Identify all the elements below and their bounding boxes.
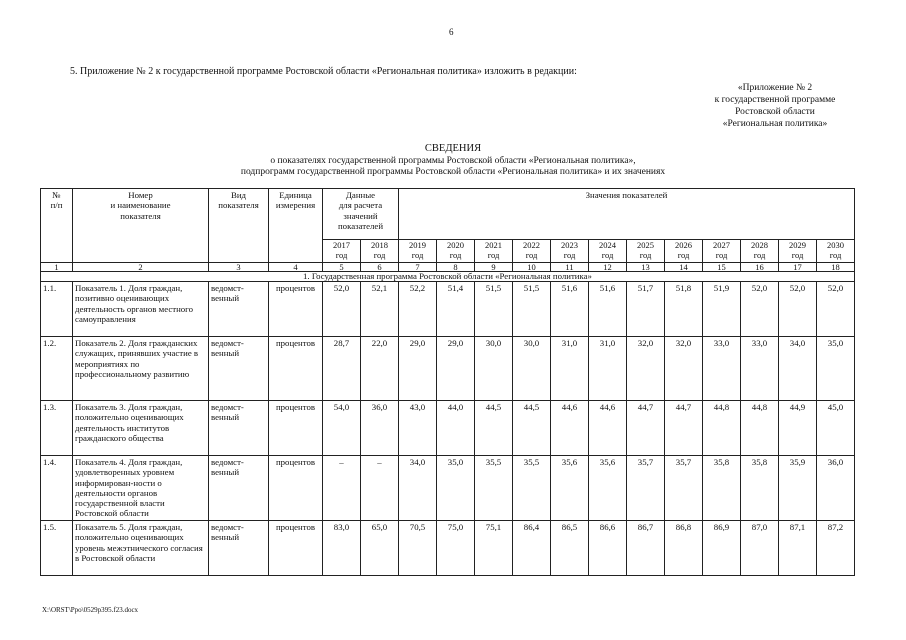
column-number: 2 bbox=[73, 263, 209, 272]
column-number: 1 bbox=[41, 263, 73, 272]
value-cell: 35,7 bbox=[627, 456, 665, 521]
value-cell: 44,7 bbox=[665, 401, 703, 456]
header-num: № п/п bbox=[41, 189, 73, 263]
value-cell: 86,4 bbox=[513, 521, 551, 576]
value-cell: 29,0 bbox=[437, 337, 475, 401]
value-cell: 86,8 bbox=[665, 521, 703, 576]
value-cell: 51,6 bbox=[589, 282, 627, 337]
indicator-type: ведомст- венный bbox=[209, 282, 269, 337]
value-cell: 51,5 bbox=[513, 282, 551, 337]
value-cell: 35,6 bbox=[589, 456, 627, 521]
document-title: СВЕДЕНИЯ bbox=[424, 143, 482, 154]
column-number: 14 bbox=[665, 263, 703, 272]
header-values: Значения показателей bbox=[399, 189, 855, 240]
file-path-footer: X:\ORST\Ppo\0529p395.f23.docx bbox=[42, 606, 139, 614]
value-cell: 30,0 bbox=[513, 337, 551, 401]
value-cell: 86,6 bbox=[589, 521, 627, 576]
year-header: 2029 год bbox=[779, 240, 817, 263]
value-cell: 29,0 bbox=[399, 337, 437, 401]
value-cell: 52,2 bbox=[399, 282, 437, 337]
indicator-name: Показатель 3. Доля граждан, положительно оценивающих деятельность институтов гражданского общества bbox=[73, 401, 209, 456]
value-cell: 52,0 bbox=[779, 282, 817, 337]
value-cell: 44,8 bbox=[741, 401, 779, 456]
value-cell: 34,0 bbox=[779, 337, 817, 401]
year-header: 2021 год bbox=[475, 240, 513, 263]
intro-paragraph: 5. Приложение № 2 к государственной программе Ростовской области «Региональная политика» изложить в редакции: bbox=[70, 66, 577, 77]
value-cell: 31,0 bbox=[551, 337, 589, 401]
column-number: 10 bbox=[513, 263, 551, 272]
year-header: 2020 год bbox=[437, 240, 475, 263]
column-number: 4 bbox=[269, 263, 323, 272]
value-cell: 87,0 bbox=[741, 521, 779, 576]
column-number: 13 bbox=[627, 263, 665, 272]
value-cell: 44,7 bbox=[627, 401, 665, 456]
appendix-line: «Приложение № 2 bbox=[737, 83, 813, 93]
year-header: 2025 год bbox=[627, 240, 665, 263]
indicator-type: ведомст- венный bbox=[209, 337, 269, 401]
appendix-line: Ростовской области bbox=[735, 107, 815, 117]
column-number: 5 bbox=[323, 263, 361, 272]
column-number: 16 bbox=[741, 263, 779, 272]
indicator-name: Показатель 5. Доля граждан, положительно оценивающих уровень межэтнического согласия в Ростовской области bbox=[73, 521, 209, 576]
row-number: 1.5. bbox=[41, 521, 73, 576]
value-cell: 44,5 bbox=[475, 401, 513, 456]
section-row bbox=[41, 272, 855, 282]
value-cell: 51,4 bbox=[437, 282, 475, 337]
value-cell: 35,9 bbox=[779, 456, 817, 521]
year-header: 2024 год bbox=[589, 240, 627, 263]
value-cell: – bbox=[361, 456, 399, 521]
value-cell: 75,0 bbox=[437, 521, 475, 576]
value-cell: 35,0 bbox=[817, 337, 855, 401]
value-cell: 35,5 bbox=[475, 456, 513, 521]
value-cell: 44,6 bbox=[551, 401, 589, 456]
appendix-line: «Региональная политика» bbox=[722, 119, 828, 129]
value-cell: 86,9 bbox=[703, 521, 741, 576]
value-cell: 33,0 bbox=[741, 337, 779, 401]
value-cell: 35,6 bbox=[551, 456, 589, 521]
value-cell: 44,0 bbox=[437, 401, 475, 456]
indicator-unit: процентов bbox=[269, 456, 323, 521]
year-header: 2023 год bbox=[551, 240, 589, 263]
column-number: 3 bbox=[209, 263, 269, 272]
value-cell: 44,6 bbox=[589, 401, 627, 456]
value-cell: 35,7 bbox=[665, 456, 703, 521]
value-cell: 87,1 bbox=[779, 521, 817, 576]
document-subtitle: подпрограмм государственной программы Ростовской области «Региональная политика» и их значениях bbox=[240, 167, 666, 177]
year-header: 2019 год bbox=[399, 240, 437, 263]
value-cell: 22,0 bbox=[361, 337, 399, 401]
value-cell: 36,0 bbox=[361, 401, 399, 456]
year-header: 2028 год bbox=[741, 240, 779, 263]
column-number: 17 bbox=[779, 263, 817, 272]
indicators-table bbox=[40, 188, 855, 576]
header-unit: Единица измерения bbox=[269, 189, 323, 263]
value-cell: 34,0 bbox=[399, 456, 437, 521]
indicator-type: ведомст- венный bbox=[209, 456, 269, 521]
value-cell: 54,0 bbox=[323, 401, 361, 456]
document-subtitle: о показателях государственной программы Ростовской области «Региональная политика», bbox=[270, 156, 636, 166]
header-type: Вид показателя bbox=[209, 189, 269, 263]
indicator-name: Показатель 4. Доля граждан, удовлетворенных уровнем информирован-ности о деятельности органов государственной власти Ростовской области bbox=[73, 456, 209, 521]
value-cell: 87,2 bbox=[817, 521, 855, 576]
value-cell: 51,6 bbox=[551, 282, 589, 337]
column-number: 15 bbox=[703, 263, 741, 272]
column-number: 18 bbox=[817, 263, 855, 272]
indicator-type: ведомст- венный bbox=[209, 521, 269, 576]
year-header: 2017 год bbox=[323, 240, 361, 263]
value-cell: 51,7 bbox=[627, 282, 665, 337]
row-number: 1.2. bbox=[41, 337, 73, 401]
table-row bbox=[41, 282, 855, 337]
indicator-unit: процентов bbox=[269, 337, 323, 401]
table-row bbox=[41, 521, 855, 576]
value-cell: 83,0 bbox=[323, 521, 361, 576]
table-row bbox=[41, 401, 855, 456]
indicator-name: Показатель 2. Доля гражданских служащих, принявших участие в мероприятиях по профессиональному развитию bbox=[73, 337, 209, 401]
year-header: 2018 год bbox=[361, 240, 399, 263]
section-title: 1. Государственная программа Ростовской области «Региональная политика» bbox=[41, 272, 855, 282]
value-cell: 32,0 bbox=[665, 337, 703, 401]
year-header: 2022 год bbox=[513, 240, 551, 263]
value-cell: 36,0 bbox=[817, 456, 855, 521]
year-header: 2026 год bbox=[665, 240, 703, 263]
value-cell: 33,0 bbox=[703, 337, 741, 401]
row-number: 1.1. bbox=[41, 282, 73, 337]
value-cell: 43,0 bbox=[399, 401, 437, 456]
column-number: 9 bbox=[475, 263, 513, 272]
value-cell: 52,0 bbox=[741, 282, 779, 337]
indicator-type: ведомст- венный bbox=[209, 401, 269, 456]
indicator-unit: процентов bbox=[269, 521, 323, 576]
page-number: 6 bbox=[449, 27, 454, 37]
year-header: 2030 год bbox=[817, 240, 855, 263]
column-number: 11 bbox=[551, 263, 589, 272]
header-basis: Данные для расчета значений показателей bbox=[323, 189, 399, 240]
table-row bbox=[41, 337, 855, 401]
value-cell: 52,0 bbox=[817, 282, 855, 337]
column-number: 7 bbox=[399, 263, 437, 272]
value-cell: 35,8 bbox=[741, 456, 779, 521]
value-cell: 51,5 bbox=[475, 282, 513, 337]
column-number: 6 bbox=[361, 263, 399, 272]
value-cell: 86,7 bbox=[627, 521, 665, 576]
value-cell: 28,7 bbox=[323, 337, 361, 401]
header-row bbox=[41, 189, 855, 240]
value-cell: 35,5 bbox=[513, 456, 551, 521]
appendix-line: к государственной программе bbox=[714, 95, 836, 105]
value-cell: 30,0 bbox=[475, 337, 513, 401]
header-name: Номер и наименование показателя bbox=[73, 189, 209, 263]
column-number: 12 bbox=[589, 263, 627, 272]
row-number: 1.3. bbox=[41, 401, 73, 456]
value-cell: 35,8 bbox=[703, 456, 741, 521]
value-cell: 52,1 bbox=[361, 282, 399, 337]
value-cell: 70,5 bbox=[399, 521, 437, 576]
appendix-caption bbox=[690, 82, 860, 130]
value-cell: 51,9 bbox=[703, 282, 741, 337]
value-cell: 52,0 bbox=[323, 282, 361, 337]
value-cell: 32,0 bbox=[627, 337, 665, 401]
column-numbers-row bbox=[41, 263, 855, 272]
indicator-name: Показатель 1. Доля граждан, позитивно оценивающих деятельность органов местного самоуправления bbox=[73, 282, 209, 337]
table-row bbox=[41, 456, 855, 521]
value-cell: 44,9 bbox=[779, 401, 817, 456]
value-cell: 75,1 bbox=[475, 521, 513, 576]
column-number: 8 bbox=[437, 263, 475, 272]
value-cell: – bbox=[323, 456, 361, 521]
value-cell: 44,5 bbox=[513, 401, 551, 456]
value-cell: 35,0 bbox=[437, 456, 475, 521]
year-header: 2027 год bbox=[703, 240, 741, 263]
value-cell: 65,0 bbox=[361, 521, 399, 576]
value-cell: 86,5 bbox=[551, 521, 589, 576]
value-cell: 51,8 bbox=[665, 282, 703, 337]
value-cell: 31,0 bbox=[589, 337, 627, 401]
indicator-unit: процентов bbox=[269, 282, 323, 337]
indicator-unit: процентов bbox=[269, 401, 323, 456]
value-cell: 45,0 bbox=[817, 401, 855, 456]
value-cell: 44,8 bbox=[703, 401, 741, 456]
row-number: 1.4. bbox=[41, 456, 73, 521]
